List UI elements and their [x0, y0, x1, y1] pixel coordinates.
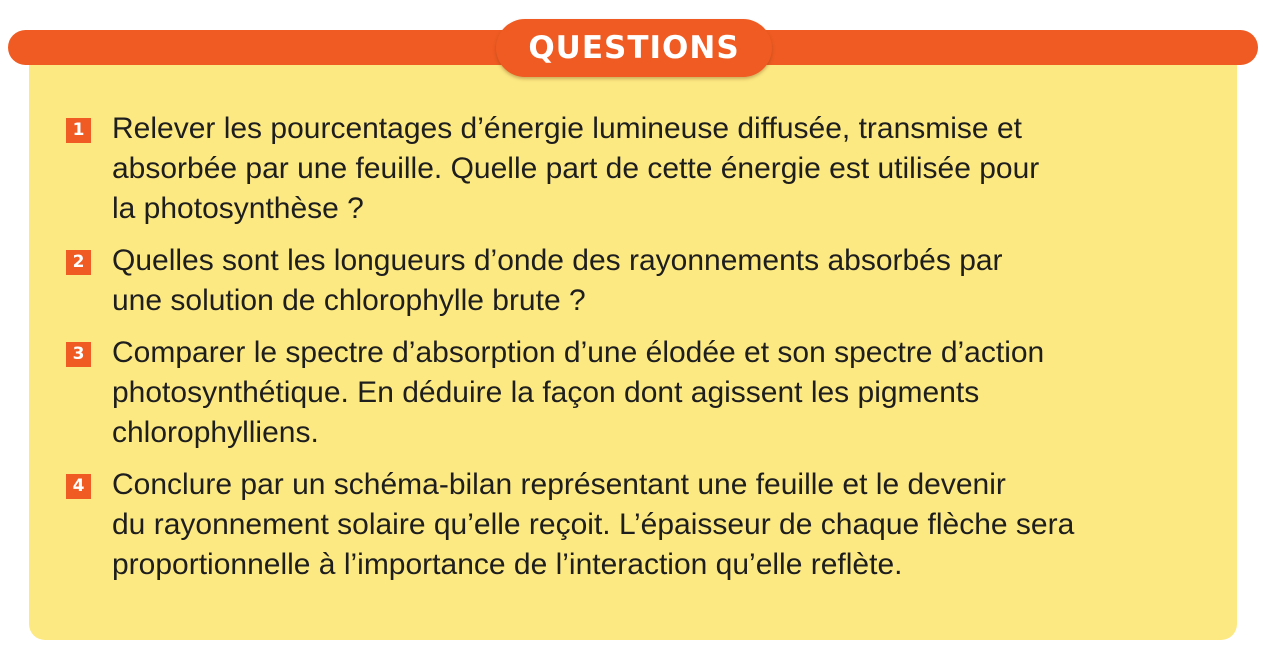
question-text: Comparer le spectre d’absorption d’une élodée et son spectre d’action photosynthétique. En déduire la façon dont agissent les pigments chlorophylliens.	[112, 336, 1045, 449]
question-item	[66, 333, 1206, 453]
question-number-badge: 4	[66, 474, 91, 499]
question-number-badge: 2	[66, 250, 91, 275]
question-text: Quelles sont les longueurs d’onde des rayonnements absorbés par une solution de chlorophylle brute ?	[112, 244, 1003, 317]
question-item	[66, 241, 1206, 321]
question-item	[66, 465, 1206, 585]
questions-list	[66, 109, 1206, 597]
question-number-badge: 3	[66, 342, 91, 367]
question-number-badge: 1	[66, 118, 91, 143]
questions-title: QUESTIONS	[496, 19, 772, 77]
question-text: Relever les pourcentages d’énergie lumineuse diffusée, transmise et absorbée par une feuille. Quelle part de cette énergie est utilisée pour la photosynthèse ?	[112, 112, 1040, 225]
question-text: Conclure par un schéma-bilan représentant une feuille et le devenir du rayonnement solaire qu’elle reçoit. L’épaisseur de chaque flèche sera proportionnelle à l’importance de l’interaction qu’elle reflète.	[112, 468, 1075, 581]
question-item	[66, 109, 1206, 229]
